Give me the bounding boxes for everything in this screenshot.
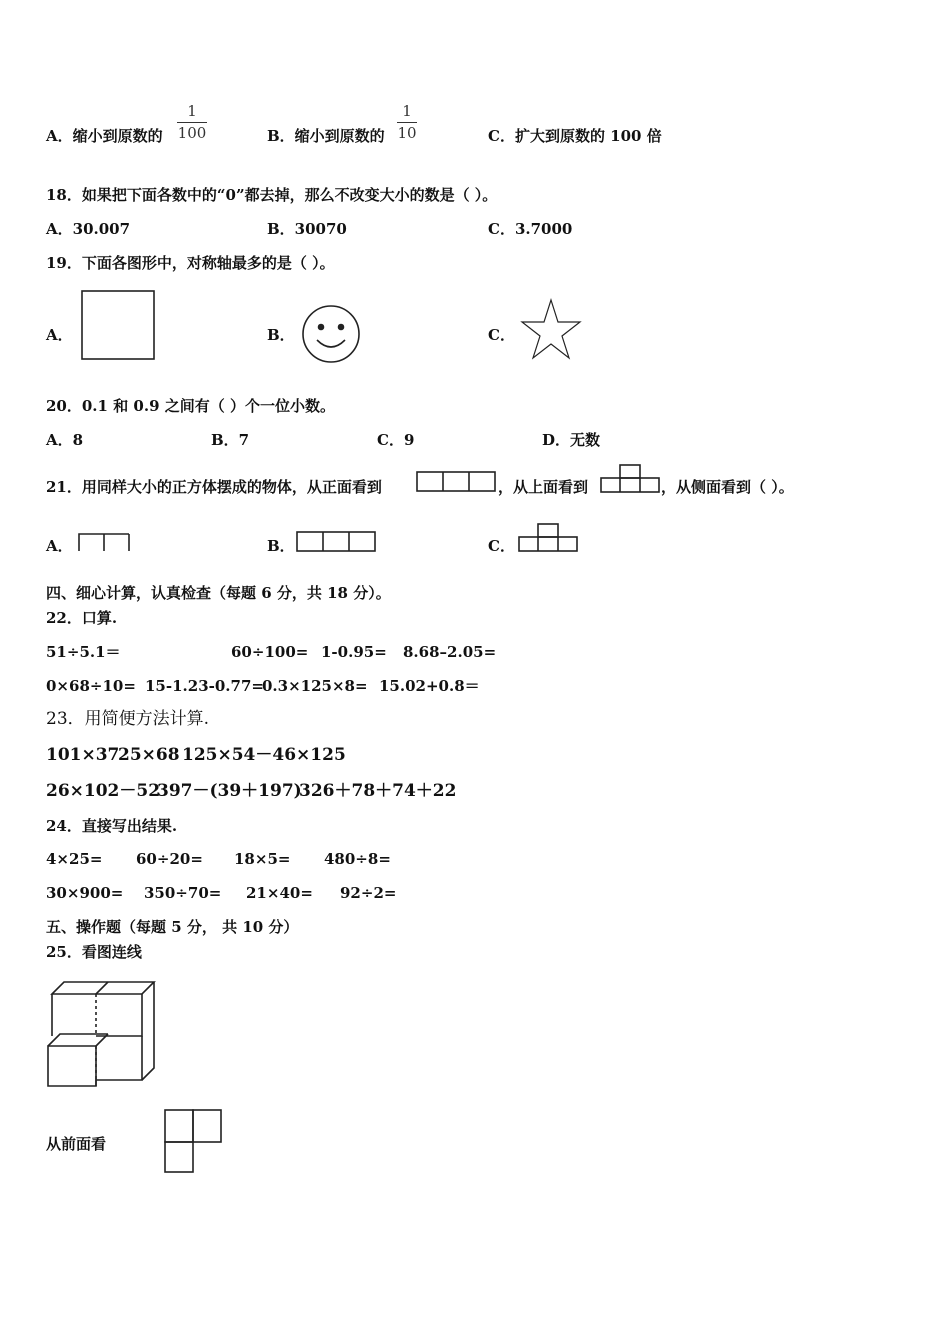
q20-option-d: D．无数 <box>542 431 601 449</box>
q21-stem-part3: ，从侧面看到（ ）。 <box>661 478 794 496</box>
q19-stem: 19．下面各图形中，对称轴最多的是（ ）。 <box>46 254 335 272</box>
q17-option-a: A．缩小到原数的 <box>46 127 163 145</box>
q25-title: 25．看图连线 <box>46 943 142 961</box>
q24-item: 92÷2= <box>340 884 397 902</box>
q20-option-b: B．7 <box>211 431 250 449</box>
q22-item: 1-0.95= <box>321 643 387 661</box>
section-4-title: 四、细心计算，认真检查（每题 6 分，共 18 分）。 <box>46 584 391 602</box>
q19-option-a: A． <box>46 326 73 344</box>
q24-item: 4×25= <box>46 850 103 868</box>
q22-item: 15-1.23-0.77= <box>145 677 264 695</box>
q24-item: 60÷20= <box>136 850 203 868</box>
q22-item: 8.68–2.05= <box>403 643 497 661</box>
option-b-three-squares <box>296 531 378 553</box>
q21-option-a: A． <box>46 537 73 555</box>
q21-option-b: B． <box>267 537 295 555</box>
option-c-stepped-squares <box>518 523 580 553</box>
q24-item: 30×900= <box>46 884 124 902</box>
q21-stem-part1: 21．用同样大小的正方体摆成的物体，从正面看到 <box>46 478 382 496</box>
q20-option-a: A．8 <box>46 431 84 449</box>
q24-title: 24．直接写出结果. <box>46 817 178 835</box>
cube-stack-figure <box>46 976 158 1094</box>
q23-item: 25×68 <box>118 745 180 765</box>
smiley-face-icon <box>300 303 362 365</box>
q23-title: 23．用简便方法计算. <box>46 709 210 729</box>
q17-option-b-fraction <box>397 104 417 141</box>
front-view-answer-figure <box>163 1108 225 1176</box>
q20-stem: 20．0.1 和 0.9 之间有（ ）个一位小数。 <box>46 397 335 415</box>
q21-option-c: C． <box>488 537 515 555</box>
q24-item: 350÷70= <box>144 884 222 902</box>
q20-option-c: C．9 <box>377 431 415 449</box>
q23-item: 397－(39＋197) <box>157 781 302 801</box>
q19-option-c: C． <box>488 326 515 344</box>
q23-item: 26×102－52 <box>46 781 161 801</box>
q23-item: 101×37 <box>46 745 120 765</box>
q24-item: 18×5= <box>234 850 291 868</box>
q17-option-b: B．缩小到原数的 <box>267 127 385 145</box>
q22-item: 15.02+0.8＝ <box>379 677 480 695</box>
section-5-title: 五、操作题（每题 5 分， 共 10 分） <box>46 918 299 936</box>
fraction-denominator: 100 <box>177 124 207 142</box>
q21-stem-part2: ，从上面看到 <box>498 478 589 496</box>
fraction-denominator: 10 <box>397 124 417 142</box>
option-a-two-squares <box>78 533 132 553</box>
q24-item: 480÷8= <box>324 850 391 868</box>
q24-item: 21×40= <box>246 884 313 902</box>
q22-item: 0.3×125×8= <box>262 677 368 695</box>
top-view-figure <box>600 464 662 494</box>
q22-item: 60÷100= <box>231 643 309 661</box>
q18-option-c: C．3.7000 <box>488 220 573 238</box>
q17-option-c: C．扩大到原数的 100 倍 <box>488 127 662 145</box>
q22-item: 0×68÷10= <box>46 677 136 695</box>
star-icon <box>520 298 582 362</box>
q19-option-b: B． <box>267 326 295 344</box>
q23-item: 326＋78＋74＋22 <box>299 781 457 801</box>
q22-item: 51÷5.1＝ <box>46 643 121 661</box>
fraction-numerator: 1 <box>402 102 412 120</box>
q18-option-b: B．30070 <box>267 220 347 238</box>
q23-item: 125×54－46×125 <box>182 745 346 765</box>
square-icon <box>80 289 156 361</box>
front-view-figure <box>416 471 498 493</box>
q17-option-a-fraction <box>177 104 207 141</box>
q22-title: 22．口算. <box>46 609 118 627</box>
fraction-numerator: 1 <box>187 102 197 120</box>
q18-option-a: A．30.007 <box>46 220 131 238</box>
q25-view-label: 从前面看 <box>46 1135 107 1153</box>
q18-stem: 18．如果把下面各数中的“0”都去掉，那么不改变大小的数是（ ）。 <box>46 186 498 204</box>
